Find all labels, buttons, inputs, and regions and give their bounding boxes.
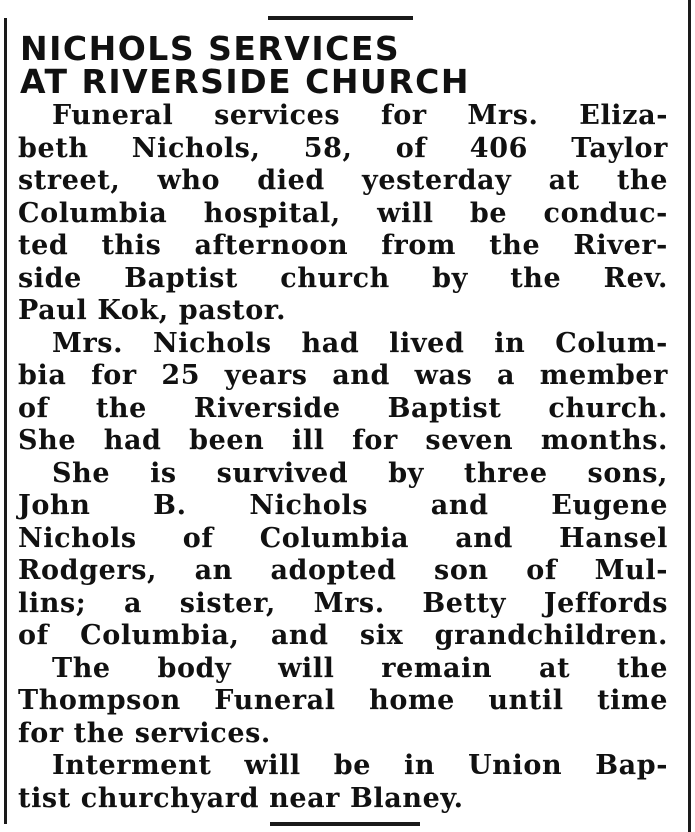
bottom-dash-rule [270, 822, 420, 826]
top-dash-rule [268, 16, 413, 20]
paragraph-4-line: The body will remain at the [52, 652, 668, 684]
paragraph-3-line: She is survived by three sons, [52, 457, 668, 489]
paragraph-3-line: lins; a sister, Mrs. Betty Jeffords [18, 587, 668, 619]
paragraph-3-line: John B. Nichols and Eugene [18, 490, 668, 521]
paragraph-2-line: bia for 25 years and was a member [18, 360, 668, 391]
paragraph-4-line: Thompson Funeral home until time [18, 685, 668, 716]
paragraph-2-line: Mrs. Nichols had lived in Colum- [52, 327, 668, 359]
headline-line-1: NICHOLS SERVICES [20, 29, 401, 68]
paragraph-1-line: Paul Kok, pastor. [18, 295, 287, 326]
left-column-rule [4, 18, 7, 824]
paragraph-3-line: of Columbia, and six grandchildren. [18, 620, 668, 651]
headline [20, 29, 471, 101]
paragraph-1-line: Funeral services for Mrs. Eliza- [52, 100, 668, 131]
paragraph-2-line: of the Riverside Baptist church. [18, 392, 668, 424]
paragraph-1-line: side Baptist church by the Rev. [18, 262, 668, 294]
paragraph-1-line: ted this afternoon from the River- [18, 230, 668, 261]
right-column-rule [688, 0, 691, 832]
paragraph-5-line: Interment will be in Union Bap- [52, 750, 668, 781]
paragraph-3-line: Rodgers, an adopted son of Mul- [18, 555, 668, 586]
headline-line-2: AT RIVERSIDE CHURCH [20, 62, 471, 101]
paragraph-3-line: Nichols of Columbia and Hansel [18, 522, 668, 554]
paragraph-2-line: She had been ill for seven months. [18, 425, 668, 456]
paragraph-1-line: street, who died yesterday at the [18, 165, 668, 196]
paragraph-1-line: beth Nichols, 58, of 406 Taylor [18, 132, 668, 164]
paragraph-4-line: for the services. [18, 717, 271, 749]
article-body [18, 100, 668, 815]
paragraph-5-line: tist churchyard near Blaney. [18, 782, 464, 814]
paragraph-1-line: Columbia hospital, will be conduc- [18, 197, 668, 229]
